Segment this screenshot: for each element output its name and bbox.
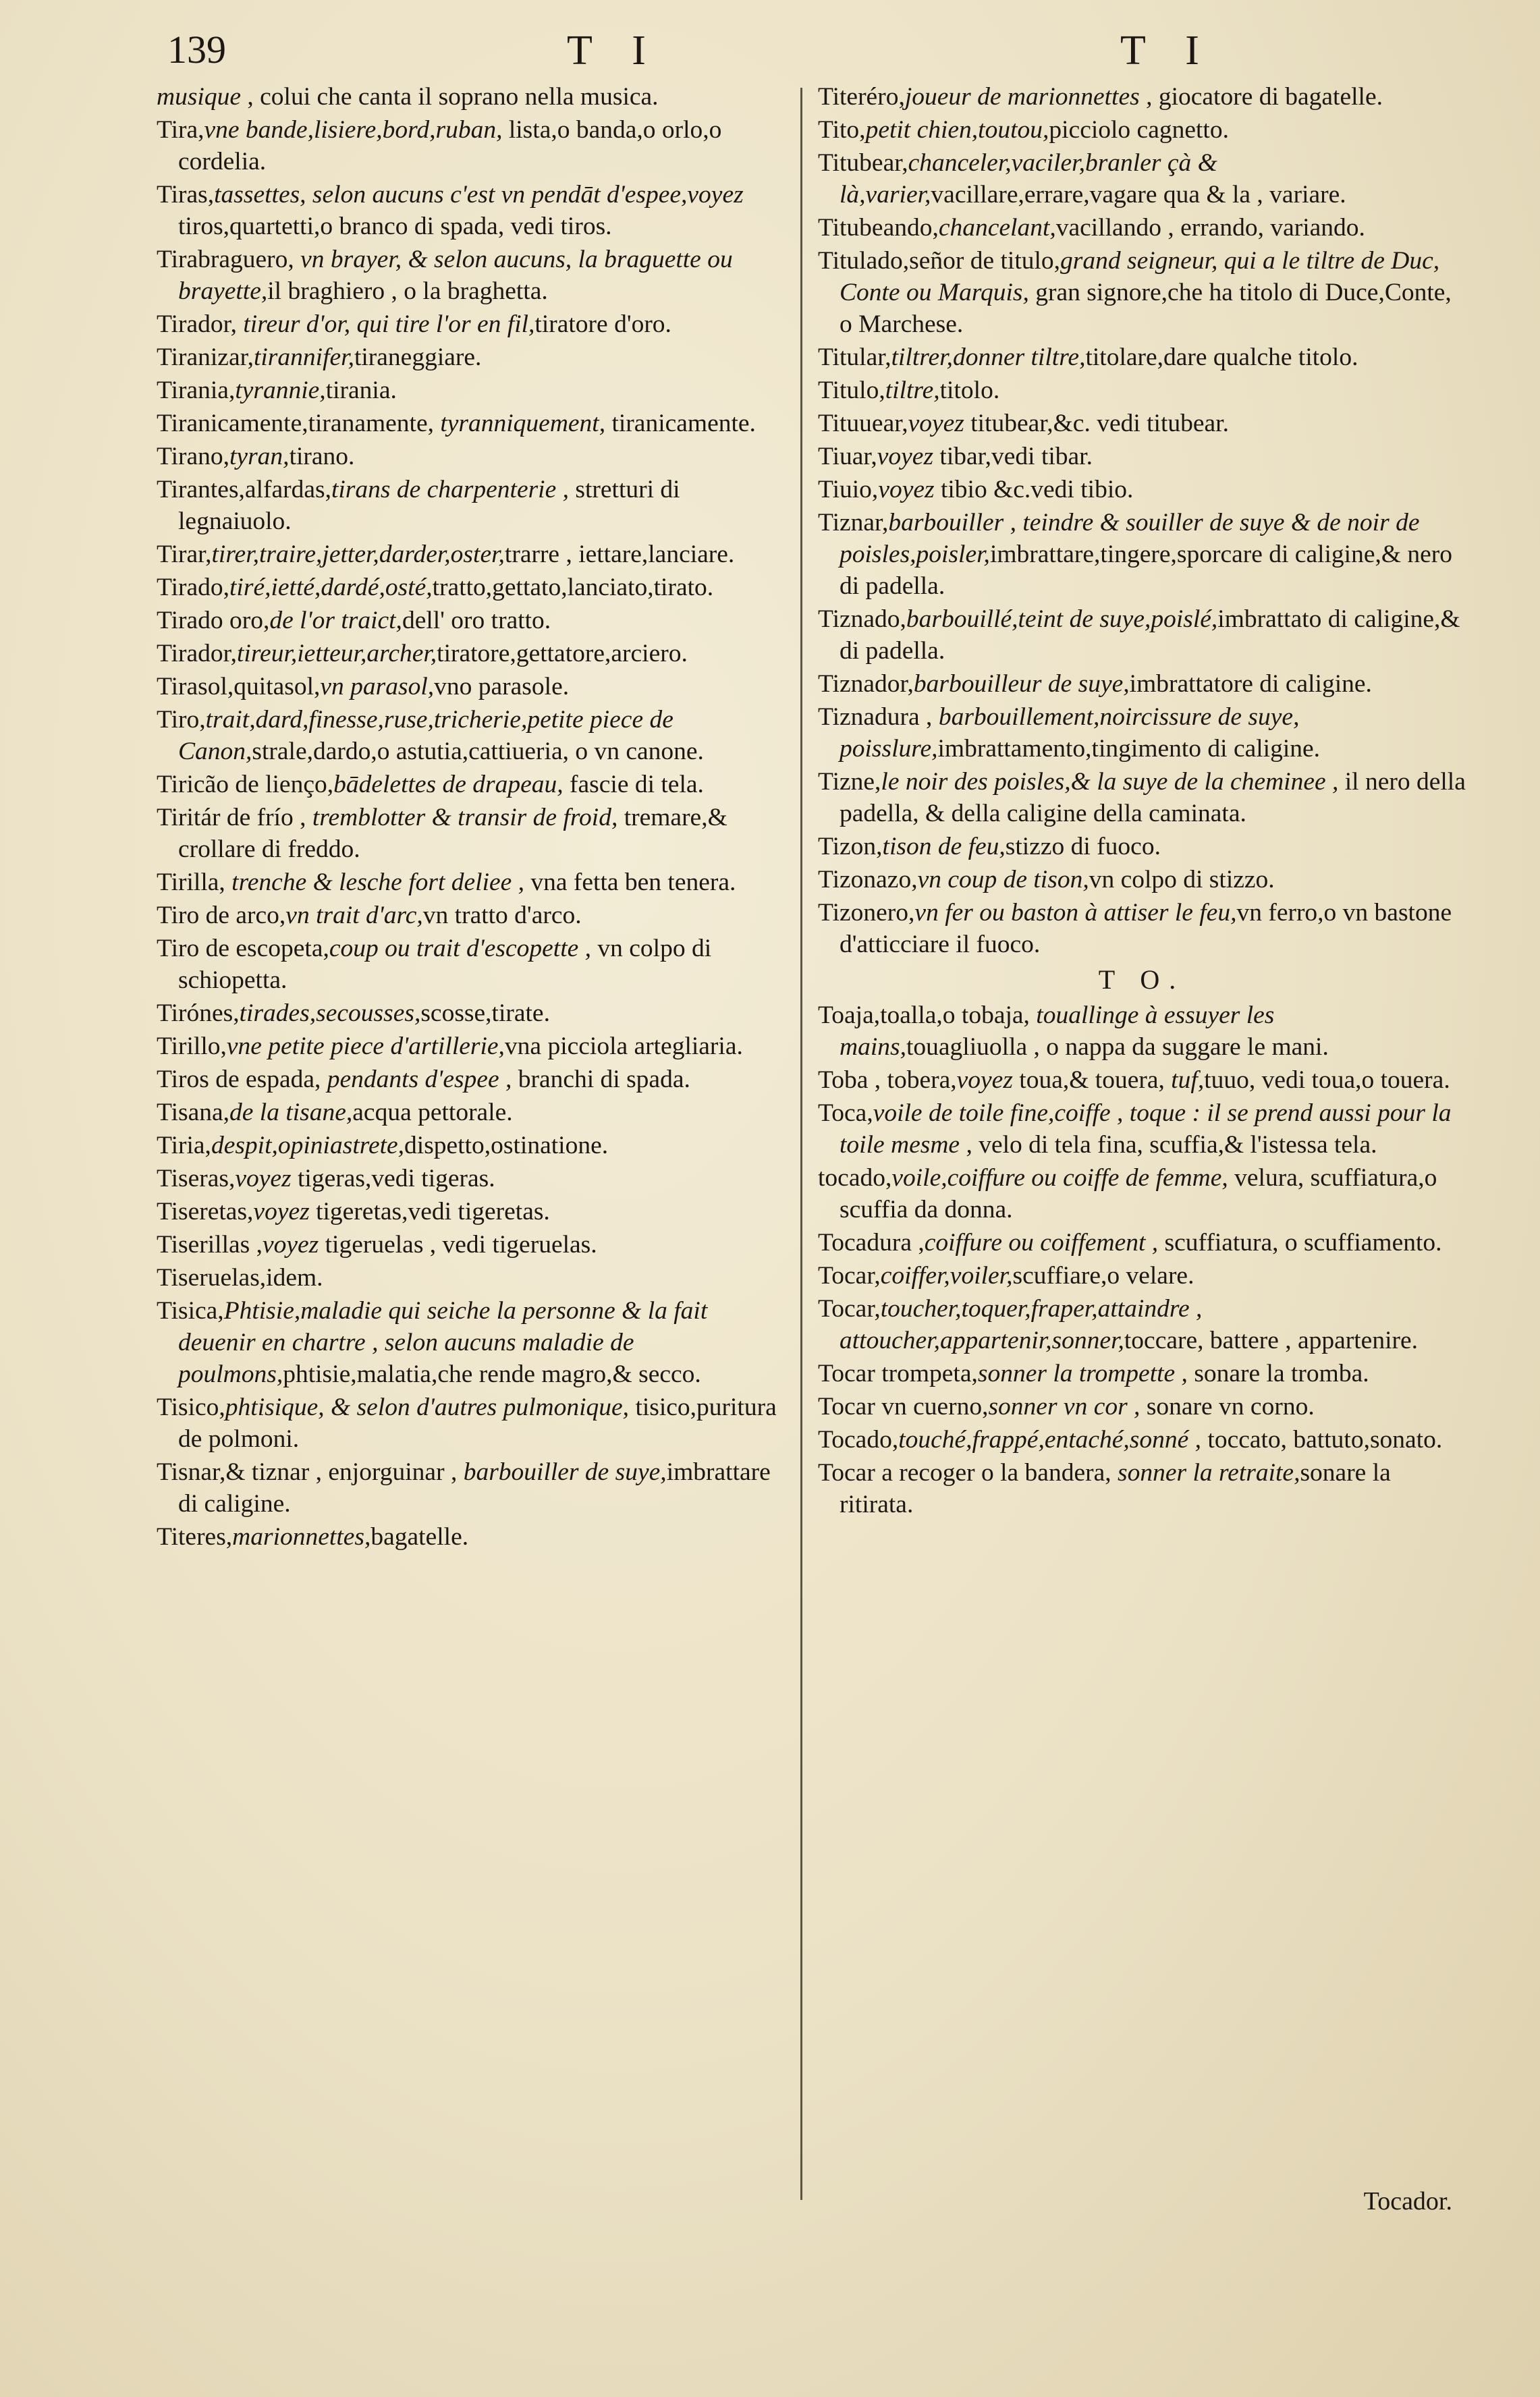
entry-text: branchi di spada. (512, 1066, 690, 1093)
dictionary-entry (157, 308, 784, 340)
entry-french-gloss: tyran, (229, 443, 290, 470)
entry-text: Tirónes, (157, 999, 240, 1027)
entry-text: Tiuar, (818, 443, 877, 470)
entry-text: Tirilla, (157, 869, 232, 896)
entry-french-gloss: barbouiller de suye, (463, 1458, 667, 1486)
entry-french-gloss: tyranniquement, (440, 410, 606, 437)
entry-french-gloss: de l'or traict, (269, 607, 402, 634)
dictionary-entry (818, 603, 1466, 667)
entry-text: phtisie,malatia,che rende magro,& secco. (283, 1360, 701, 1388)
entry-text: tigeretas,vedi tigeretas. (309, 1198, 550, 1225)
entry-text: Tiranicamente,tiranamente, (157, 410, 441, 437)
entry-french-gloss: sonner vn cor , (988, 1393, 1140, 1421)
entry-text: tiranicamente. (605, 410, 756, 437)
dictionary-entry (157, 408, 784, 439)
entry-french-gloss: barbouilleur de suye, (913, 670, 1130, 698)
entry-text: Titeréro, (818, 83, 905, 111)
entry-french-gloss: grand seigneur, qui a le tiltre de Duc, Conte ou Marquis, (840, 247, 1440, 306)
entry-french-gloss: marionnettes, (232, 1523, 371, 1551)
entry-text: imbrattare di caligine. (178, 1458, 771, 1518)
entry-text: Tiznado, (818, 605, 906, 633)
entry-text: Tocar vn cuerno, (818, 1393, 989, 1421)
entry-text: Tiros de espada, (157, 1066, 327, 1093)
entry-text: trarre , iettare,lanciare. (504, 541, 735, 568)
entry-text: scuffiare,o velare. (1012, 1262, 1194, 1290)
dictionary-entry (818, 375, 1466, 406)
section-heading: T O. (1098, 964, 1186, 995)
entry-text: Tisico, (157, 1394, 225, 1421)
dictionary-entry (818, 831, 1466, 862)
entry-french-gloss: vne bande,lisiere,bord,ruban, (204, 116, 503, 144)
running-head (162, 27, 1500, 81)
entry-text: tibio &c.vedi tibio. (934, 476, 1134, 503)
entry-french-gloss: joueur de marionnettes , (904, 83, 1153, 111)
dictionary-entry (157, 441, 784, 472)
entry-french-gloss: barbouillé,teint de suye,poislé, (906, 605, 1218, 633)
dictionary-entry (818, 212, 1466, 244)
entry-french-gloss: trait,dard,finesse,ruse,tricherie,petite piece de Canon, (178, 706, 673, 765)
entry-french-gloss: vne petite piece d'artillerie, (226, 1032, 505, 1060)
entry-text: Tocar, (818, 1262, 881, 1290)
entry-french-gloss: voile de toile fine,coiffe , toque : il se prend aussi pour la toile mesme , (840, 1099, 1452, 1159)
entry-text: tibar,vedi tibar. (933, 443, 1093, 470)
dictionary-entry (818, 408, 1466, 439)
entry-french-gloss: touché,frappé,entaché,sonné , (898, 1426, 1202, 1454)
entry-text: Titeres, (157, 1523, 233, 1551)
entry-text: picciolo cagnetto. (1049, 116, 1229, 144)
entry-text: Tocadura , (818, 1229, 925, 1257)
dictionary-entry (157, 572, 784, 603)
entry-text: Tiro de arco, (157, 902, 286, 929)
entry-french-gloss: tiré,ietté,dardé,osté, (229, 574, 433, 601)
entry-french-gloss: touallinge à essuyer les mains, (840, 1001, 1275, 1061)
entry-text: il nero della padella, & della caligine della caminata. (840, 768, 1466, 827)
entry-french-gloss: petit chien,toutou, (865, 116, 1049, 144)
entry-french-gloss: vn trait d'arc, (285, 902, 423, 929)
entry-french-gloss: tiltre, (885, 377, 940, 404)
dictionary-entry (818, 897, 1466, 960)
entry-french-gloss: coup ou trait d'escopette , (329, 935, 592, 962)
entry-text: Tiritár de frío , (157, 804, 312, 831)
entry-text: Tirador, (157, 640, 238, 667)
entry-french-gloss: le noir des poisles,& la suye de la cheminee , (881, 768, 1339, 796)
entry-text: Toca, (818, 1099, 873, 1127)
entry-french-gloss: phtisique, & selon d'autres pulmonique, (225, 1394, 630, 1421)
entry-french-gloss: voyez (253, 1198, 310, 1225)
dictionary-entry (157, 1130, 784, 1161)
entry-text: vn colpo di stizzo. (1089, 866, 1275, 893)
entry-text: Tiras, (157, 181, 215, 209)
dictionary-entry (818, 1097, 1466, 1161)
entry-french-gloss: tiltrer,donner tiltre, (891, 343, 1086, 371)
entry-text: Titubeando, (818, 214, 939, 242)
entry-text: vno parasole. (434, 673, 570, 700)
dictionary-entry (157, 605, 784, 636)
entry-text: bagatelle. (370, 1523, 469, 1551)
entry-text: Tiznadura , (818, 703, 939, 731)
entry-text: tuuo, vedi toua,o touera. (1204, 1066, 1450, 1094)
entry-french-gloss: tirannifer, (253, 343, 354, 371)
dictionary-entry (157, 900, 784, 931)
entry-french-gloss: coiffure ou coiffement , (924, 1229, 1159, 1257)
entry-text: tirano. (289, 443, 355, 470)
entry-text: imbrattamento,tingimento di caligine. (937, 735, 1321, 763)
entry-text: Tiuio, (818, 476, 879, 503)
entry-text: Tizne, (818, 768, 881, 796)
entry-text: sonare vn corno. (1140, 1393, 1315, 1421)
entry-french-gloss: voyez (235, 1165, 292, 1192)
entry-text: imbrattatore di caligine. (1129, 670, 1372, 698)
dictionary-entry (818, 668, 1466, 700)
dictionary-entry (157, 1097, 784, 1128)
entry-french-gloss: toucher,toquer,fraper,attaindre , attoucher,appartenir,sonner, (840, 1295, 1203, 1354)
dictionary-entry (157, 1521, 784, 1553)
entry-text: Tituuear, (818, 410, 908, 437)
entry-text: stretturi di legnaiuolo. (178, 476, 680, 535)
entry-text: dispetto,ostinatione. (404, 1132, 609, 1159)
entry-text: Tiserillas , (157, 1231, 263, 1259)
dictionary-entry (157, 114, 784, 177)
dictionary-entry (818, 114, 1466, 146)
entry-text: , colui che canta il soprano nella musica. (241, 83, 659, 111)
entry-french-gloss: chancelant, (938, 214, 1056, 242)
dictionary-entry (157, 1196, 784, 1228)
dictionary-entry (818, 81, 1466, 113)
dictionary-entry (818, 701, 1466, 765)
entry-french-gloss: tison de feu, (882, 833, 1006, 860)
entry-text: scuffiatura, o scuffiamento. (1158, 1229, 1442, 1257)
dictionary-entry (157, 1295, 784, 1390)
entry-text: Titulo, (818, 377, 885, 404)
entry-text: Toba , tobera, (818, 1066, 957, 1094)
entry-text: Tiro de escopeta, (157, 935, 329, 962)
dictionary-entry (157, 244, 784, 307)
entry-french-gloss: vn coup de tison, (917, 866, 1089, 893)
entry-text: lista,o banda,o orlo,o cordelia. (178, 116, 722, 175)
dictionary-entry (157, 1064, 784, 1095)
entry-text: sonare la tromba. (1187, 1360, 1369, 1387)
left-column (157, 81, 784, 1554)
entry-french-gloss: sonner la retraite, (1117, 1459, 1300, 1487)
entry-text: Tocar, (818, 1295, 881, 1323)
entry-french-gloss: sonner la trompette , (977, 1360, 1188, 1387)
dictionary-entry (818, 341, 1466, 373)
entry-french-gloss: tremblotter & transir de froid, (312, 804, 618, 831)
entry-text: Tirador, (157, 310, 244, 338)
dictionary-entry (818, 1162, 1466, 1225)
dictionary-entry (818, 1260, 1466, 1292)
entry-text: touagliuolla , o nappa da suggare le mani. (906, 1033, 1329, 1061)
entry-text: dell' oro tratto. (402, 607, 551, 634)
dictionary-entry (818, 1457, 1466, 1520)
entry-text: strale,dardo,o astutia,cattiueria, o vn canone. (252, 738, 704, 765)
dictionary-entry (157, 1030, 784, 1062)
entry-text: Tirano, (157, 443, 230, 470)
entry-text: toccare, battere , appartenire. (1124, 1327, 1419, 1354)
entry-french-gloss: tuf, (1171, 1066, 1205, 1094)
entry-text: tisico,puritura de polmoni. (178, 1394, 777, 1453)
entry-text: velura, scuffiatura,o scuffia da donna. (840, 1164, 1437, 1223)
entry-text: tremare,& crollare di freddo. (178, 804, 727, 863)
entry-text: Tito, (818, 116, 866, 144)
entry-text: Tiranizar, (157, 343, 254, 371)
entry-text: Tisica, (157, 1297, 224, 1325)
column-divider (800, 88, 802, 2200)
entry-text: tocado, (818, 1164, 892, 1192)
entry-text: titubear,&c. vedi titubear. (964, 410, 1229, 437)
dictionary-entry (157, 474, 784, 537)
entry-text: Tizon, (818, 833, 883, 860)
catchword: Tocador. (1363, 2187, 1452, 2215)
entry-text: tiraneggiare. (354, 343, 482, 371)
entry-french-gloss: musique (157, 83, 241, 111)
entry-text: fascie di tela. (563, 771, 704, 798)
dictionary-entry (157, 1392, 784, 1455)
entry-french-gloss: tirer,traire,jetter,darder,oster, (211, 541, 505, 568)
entry-text: gran signore,che ha titolo di Duce,Conte, o Marchese. (840, 279, 1452, 338)
entry-text: Tiseras, (157, 1165, 236, 1192)
dictionary-entry (818, 766, 1466, 829)
entry-french-gloss: bādelettes de drapeau, (333, 771, 563, 798)
dictionary-entry (157, 539, 784, 570)
entry-text: Tirado oro, (157, 607, 270, 634)
entry-text: vacillando , errando, variando. (1055, 214, 1365, 242)
entry-text: Tizonazo, (818, 866, 918, 893)
entry-text: sonare la ritirata. (840, 1459, 1391, 1518)
entry-french-gloss: voyez (956, 1066, 1013, 1094)
entry-text: tigeruelas , vedi tigeruelas. (319, 1231, 597, 1259)
dictionary-entry (157, 704, 784, 767)
entry-french-gloss: tireur d'or, qui tire l'or en fil, (243, 310, 535, 338)
entry-text: vn tratto d'arco. (422, 902, 582, 929)
entry-french-gloss: pendants d'espee , (327, 1066, 512, 1093)
entry-text: vn colpo di schiopetta. (178, 935, 712, 994)
entry-text: Tira, (157, 116, 204, 144)
entry-french-gloss: Phtisie,maladie qui seiche la personne & la fait deuenir en chartre , selon aucuns maladie de poulmons, (178, 1297, 708, 1388)
entry-text: Tiro, (157, 706, 206, 734)
entry-text: Tocar trompeta, (818, 1360, 978, 1387)
dictionary-entry (157, 933, 784, 996)
entry-text: Tiria, (157, 1132, 211, 1159)
entry-text: Tisnar,& tiznar , enjorguinar , (157, 1458, 464, 1486)
entry-text: tiros,quartetti,o branco di spada, vedi tiros. (178, 213, 612, 240)
entry-text: tiratore,gettatore,arciero. (437, 640, 688, 667)
entry-french-gloss: barbouillement,noircissure de suye, poisslure, (840, 703, 1300, 763)
entry-text: tigeras,vedi tigeras. (291, 1165, 495, 1192)
entry-text: Tirillo, (157, 1032, 227, 1060)
entry-text: velo di tela fina, scuffia,& l'istessa tela. (972, 1131, 1377, 1159)
entry-text: Tizonero, (818, 899, 915, 927)
entry-text: tirania. (325, 377, 397, 404)
entry-text: stizzo di fuoco. (1005, 833, 1161, 860)
dictionary-entry (818, 999, 1466, 1063)
entry-text: Tirabraguero, (157, 246, 301, 273)
entry-text: Titubear, (818, 149, 908, 177)
entry-text: Tocado, (818, 1426, 899, 1454)
dictionary-entry (818, 1424, 1466, 1456)
entry-text: Titular, (818, 343, 891, 371)
entry-french-gloss: tyrannie, (235, 377, 326, 404)
dictionary-entry (157, 375, 784, 406)
dictionary-entry (818, 147, 1466, 211)
right-column (818, 81, 1466, 1522)
dictionary-entry (157, 769, 784, 800)
entry-text: imbrattato di caligine,& di padella. (840, 605, 1460, 665)
entry-french-gloss: voile,coiffure ou coiffe de femme, (891, 1164, 1228, 1192)
page-number: 139 (167, 28, 226, 72)
dictionary-entry (818, 1064, 1466, 1096)
dictionary-entry (157, 81, 784, 113)
right-column-head: T I (1120, 28, 1214, 74)
entry-text: Tirasol,quitasol, (157, 673, 321, 700)
entry-text: acqua pettorale. (352, 1099, 513, 1126)
entry-text: Tisana, (157, 1099, 230, 1126)
entry-text: Tocar a recoger o la bandera, (818, 1459, 1118, 1487)
dictionary-entry (157, 1262, 784, 1294)
entry-text: Tiseruelas,idem. (157, 1264, 323, 1292)
entry-french-gloss: voyez (262, 1231, 319, 1259)
dictionary-entry (157, 638, 784, 669)
entry-text: toccato, battuto,sonato. (1201, 1426, 1443, 1454)
entry-text: Tiricão de lienço, (157, 771, 334, 798)
entry-french-gloss: vn brayer, & selon aucuns, la braguette ou brayette, (178, 246, 733, 305)
entry-french-gloss: de la tisane, (229, 1099, 353, 1126)
entry-text: titolare,dare qualche titolo. (1085, 343, 1358, 371)
dictionary-entry (157, 1229, 784, 1261)
dictionary-entry (157, 997, 784, 1029)
entry-text: scosse,tirate. (420, 999, 550, 1027)
entry-text: Tirania, (157, 377, 236, 404)
dictionary-entry (818, 864, 1466, 896)
dictionary-entry (157, 866, 784, 898)
dictionary-entry (818, 441, 1466, 472)
entry-french-gloss: voyez (878, 476, 935, 503)
entry-text: tiratore d'oro. (534, 310, 671, 338)
entry-text: Tiznar, (818, 509, 889, 536)
dictionary-entry (157, 341, 784, 373)
entry-text: Tirantes,alfardas, (157, 476, 331, 503)
dictionary-entry (818, 1227, 1466, 1259)
entry-text: giocatore di bagatelle. (1152, 83, 1383, 111)
entry-text: vacillare,errare,vagare qua & la , variare. (931, 181, 1346, 209)
entry-text: Tiseretas, (157, 1198, 254, 1225)
entry-french-gloss: tireur,ietteur,archer, (237, 640, 437, 667)
dictionary-entry (157, 802, 784, 865)
dictionary-entry (818, 1391, 1466, 1423)
entry-text: imbrattare,tingere,sporcare di caligine,& nero di padella. (840, 541, 1453, 600)
entry-french-gloss: tassettes, selon aucuns c'est vn pendāt d'espee,voyez (214, 181, 744, 209)
entry-text: tratto,gettato,lanciato,tirato. (432, 574, 714, 601)
entry-text: il braghiero , o la braghetta. (267, 277, 548, 305)
entry-french-gloss: trenche & lesche fort deliee , (231, 869, 525, 896)
entry-french-gloss: chanceler,vaciler,branler çà & là,varier, (840, 149, 1217, 209)
entry-french-gloss: tirades,secousses, (239, 999, 421, 1027)
entry-text: vna fetta ben tenera. (524, 869, 736, 896)
entry-french-gloss: voyez (908, 410, 964, 437)
entry-text: vn ferro,o vn bastone d'atticciare il fuoco. (840, 899, 1452, 958)
left-column-head: T I (567, 28, 661, 74)
entry-text: Titulado,señor de titulo, (818, 247, 1061, 275)
dictionary-entry (818, 1358, 1466, 1389)
entry-french-gloss: tirans de charpenterie , (331, 476, 569, 503)
entry-french-gloss: vn fer ou baston à attiser le feu, (914, 899, 1237, 927)
entry-text: Tirar, (157, 541, 212, 568)
entry-french-gloss: despit,opiniastrete, (211, 1132, 405, 1159)
dictionary-entry (157, 179, 784, 242)
entry-text: Toaja,toalla,o tobaja, (818, 1001, 1037, 1029)
entry-french-gloss: vn parasol, (320, 673, 435, 700)
entry-text: toua,& touera, (1012, 1066, 1172, 1094)
entry-french-gloss: voyez (877, 443, 934, 470)
entry-text: Tirado, (157, 574, 230, 601)
dictionary-entry (157, 1456, 784, 1520)
entry-french-gloss: barbouiller , teindre & souiller de suye & de noir de poisles,poisler, (840, 509, 1420, 568)
dictionary-entry (157, 1163, 784, 1194)
dictionary-entry (157, 671, 784, 702)
dictionary-entry (818, 245, 1466, 340)
entry-text: vna picciola artegliaria. (504, 1032, 743, 1060)
entry-french-gloss: coiffer,voiler, (880, 1262, 1013, 1290)
entry-text: Tiznador, (818, 670, 914, 698)
entry-text: titolo. (939, 377, 1000, 404)
dictionary-entry (818, 1293, 1466, 1356)
dictionary-entry (818, 474, 1466, 505)
dictionary-entry (818, 507, 1466, 602)
